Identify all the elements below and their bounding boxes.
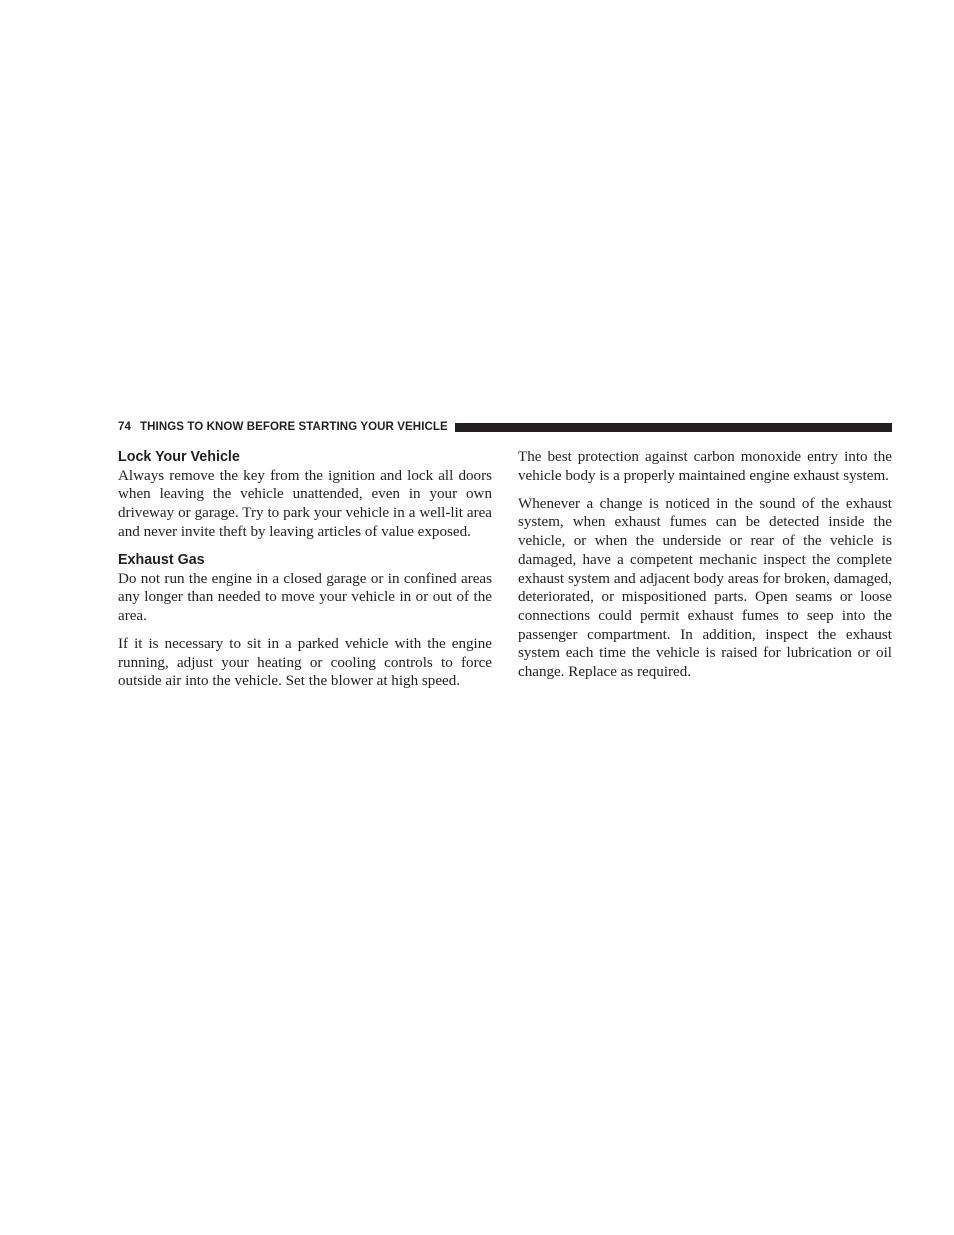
exhaust-gas-paragraph-2: If it is necessary to sit in a parked vehicle with the engine running, adjust your heating or cooling controls to force outside air into the vehicle. Set the blower at high speed. xyxy=(118,635,492,690)
section-title: THINGS TO KNOW BEFORE STARTING YOUR VEHICLE xyxy=(140,421,448,433)
page-header xyxy=(118,419,892,435)
lock-your-vehicle-paragraph: Always remove the key from the ignition and lock all doors when leaving the vehicle unattended, even in your own driveway or garage. Try to park your vehicle in a well-lit area and never invite theft by leaving articles of value exposed. xyxy=(118,467,492,540)
lock-your-vehicle-heading: Lock Your Vehicle xyxy=(118,449,240,465)
right-column xyxy=(518,448,892,691)
exhaust-inspection-paragraph: Whenever a change is noticed in the sound of the exhaust system, when exhaust fumes can be detected inside the vehicle, or when the underside or rear of the vehicle is damaged, have a competent mechanic inspect the complete exhaust system and adjacent body areas for broken, damaged, deteriorated, or mispositioned parts. Open seams or loose connections could permit exhaust fumes to seep into the passenger compartment. In addition, inspect the exhaust system each time the vehicle is raised for lubrication or oil change. Replace as required. xyxy=(518,495,892,681)
carbon-monoxide-paragraph: The best protection against carbon monoxide entry into the vehicle body is a properly maintained engine exhaust system. xyxy=(518,449,892,484)
header-text xyxy=(118,419,448,435)
page-number: 74 xyxy=(118,421,131,433)
exhaust-gas-paragraph-1: Do not run the engine in a closed garage or in confined areas any longer than needed to move your vehicle in or out of the area. xyxy=(118,570,492,624)
exhaust-gas-heading: Exhaust Gas xyxy=(118,551,205,568)
header-rule xyxy=(455,423,892,432)
left-column xyxy=(118,448,492,700)
